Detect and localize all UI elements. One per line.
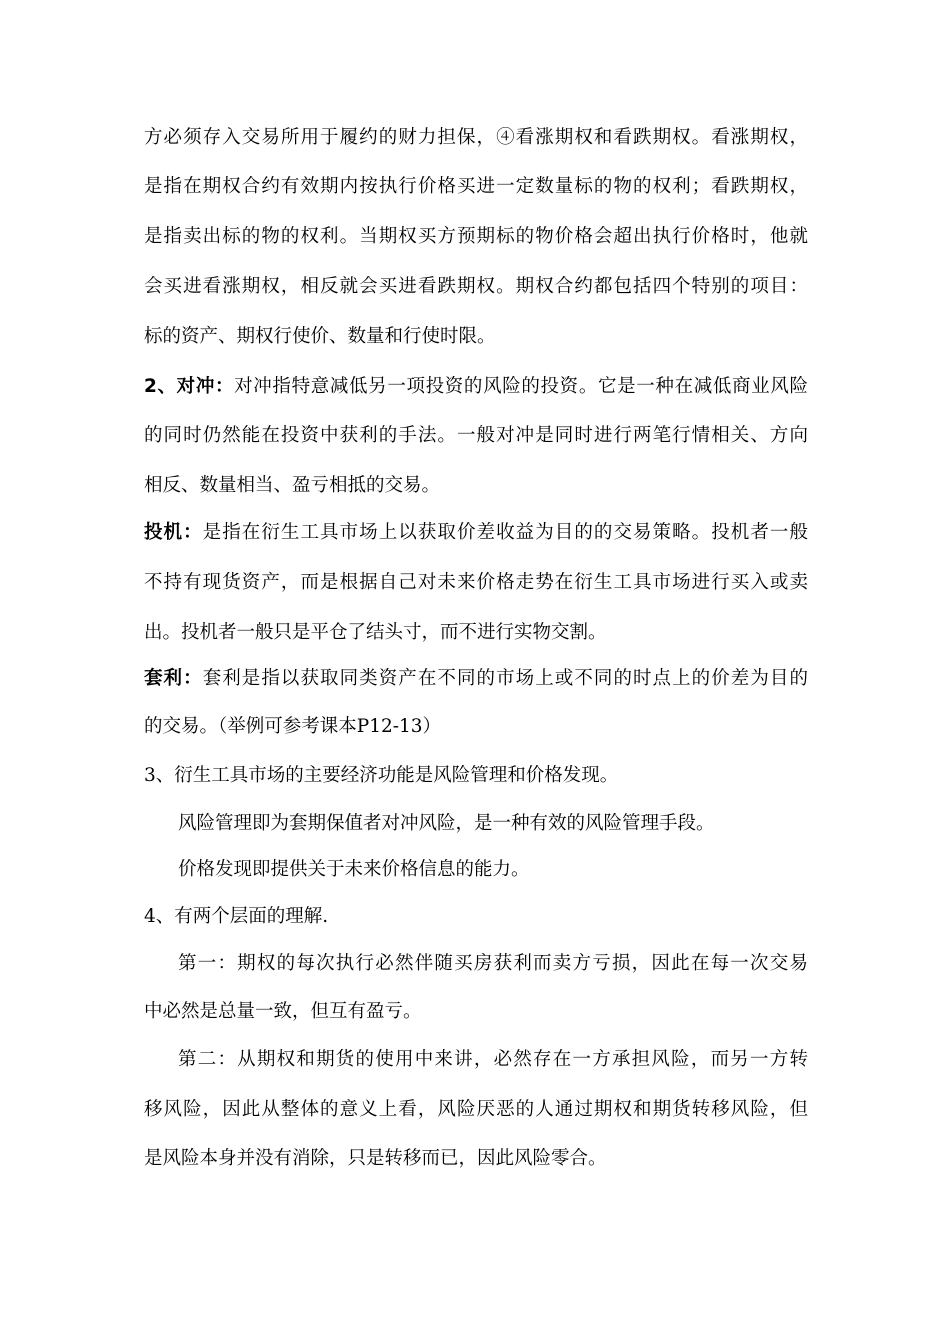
text-line: 是风险本身并没有消除，只是转移而已，因此风险零合。 bbox=[144, 1148, 607, 1169]
text-span: 是指在衍生工具市场上以获取价差收益为目的的交易策略。投机者一般 bbox=[202, 522, 808, 543]
text-span: 对冲指特意减低另一项投资的风险的投资。它是一种在减低商业风险 bbox=[234, 376, 808, 397]
text-line: 价格发现即提供关于未来价格信息的能力。 bbox=[178, 859, 530, 880]
text-line: 移风险，因此从整体的意义上看，风险厌恶的人通过期权和期货转移风险，但 bbox=[144, 1099, 808, 1120]
text-line: 第一：期权的每次执行必然伴随买房获利而卖方亏损，因此在每一次交易 bbox=[178, 953, 808, 974]
speculation-paragraph-line bbox=[144, 520, 808, 546]
text-line: 相反、数量相当、盈亏相抵的交易。 bbox=[144, 475, 441, 496]
section-heading: 3、衍生工具市场的主要经济功能是风险管理和价格发现。 bbox=[144, 765, 619, 786]
text-line: 风险管理即为套期保值者对冲风险，是一种有效的风险管理手段。 bbox=[178, 813, 715, 834]
text-line: 标的资产、期权行使价、数量和行使时限。 bbox=[144, 326, 496, 347]
text-line: 会买进看涨期权，相反就会买进看跌期权。期权合约都包括四个特别的项目： bbox=[144, 276, 808, 297]
hedge-paragraph-line bbox=[144, 374, 808, 400]
hedge-term: 2、对冲： bbox=[144, 376, 235, 397]
arbitrage-paragraph-line bbox=[144, 666, 808, 692]
text-line: 方必须存入交易所用于履约的财力担保，④看涨期权和看跌期权。看涨期权， bbox=[144, 127, 808, 148]
arbitrage-term: 套利： bbox=[144, 668, 203, 689]
text-line: 的交易。（举例可参考课本P12-13） bbox=[144, 716, 442, 737]
section-heading: 4、有两个层面的理解. bbox=[144, 906, 329, 927]
text-line: 不持有现货资产，而是根据自己对未来价格走势在衍生工具市场进行买入或卖 bbox=[144, 572, 808, 593]
text-line: 是指在期权合约有效期内按执行价格买进一定数量标的物的权利；看跌期权， bbox=[144, 176, 808, 197]
text-line: 是指卖出标的物的权利。当期权买方预期标的物价格会超出执行价格时，他就 bbox=[144, 226, 808, 247]
text-line: 的同时仍然能在投资中获利的手法。一般对冲是同时进行两笔行情相关、方向 bbox=[144, 425, 808, 446]
text-span: 套利是指以获取同类资产在不同的市场上或不同的时点上的价差为目的 bbox=[202, 668, 808, 689]
text-line: 第二：从期权和期货的使用中来讲，必然存在一方承担风险，而另一方转 bbox=[178, 1049, 808, 1070]
text-line: 中必然是总量一致，但互有盈亏。 bbox=[144, 1001, 422, 1022]
speculation-term: 投机： bbox=[144, 522, 203, 543]
text-line: 出。投机者一般只是平仓了结头寸，而不进行实物交割。 bbox=[144, 622, 607, 643]
